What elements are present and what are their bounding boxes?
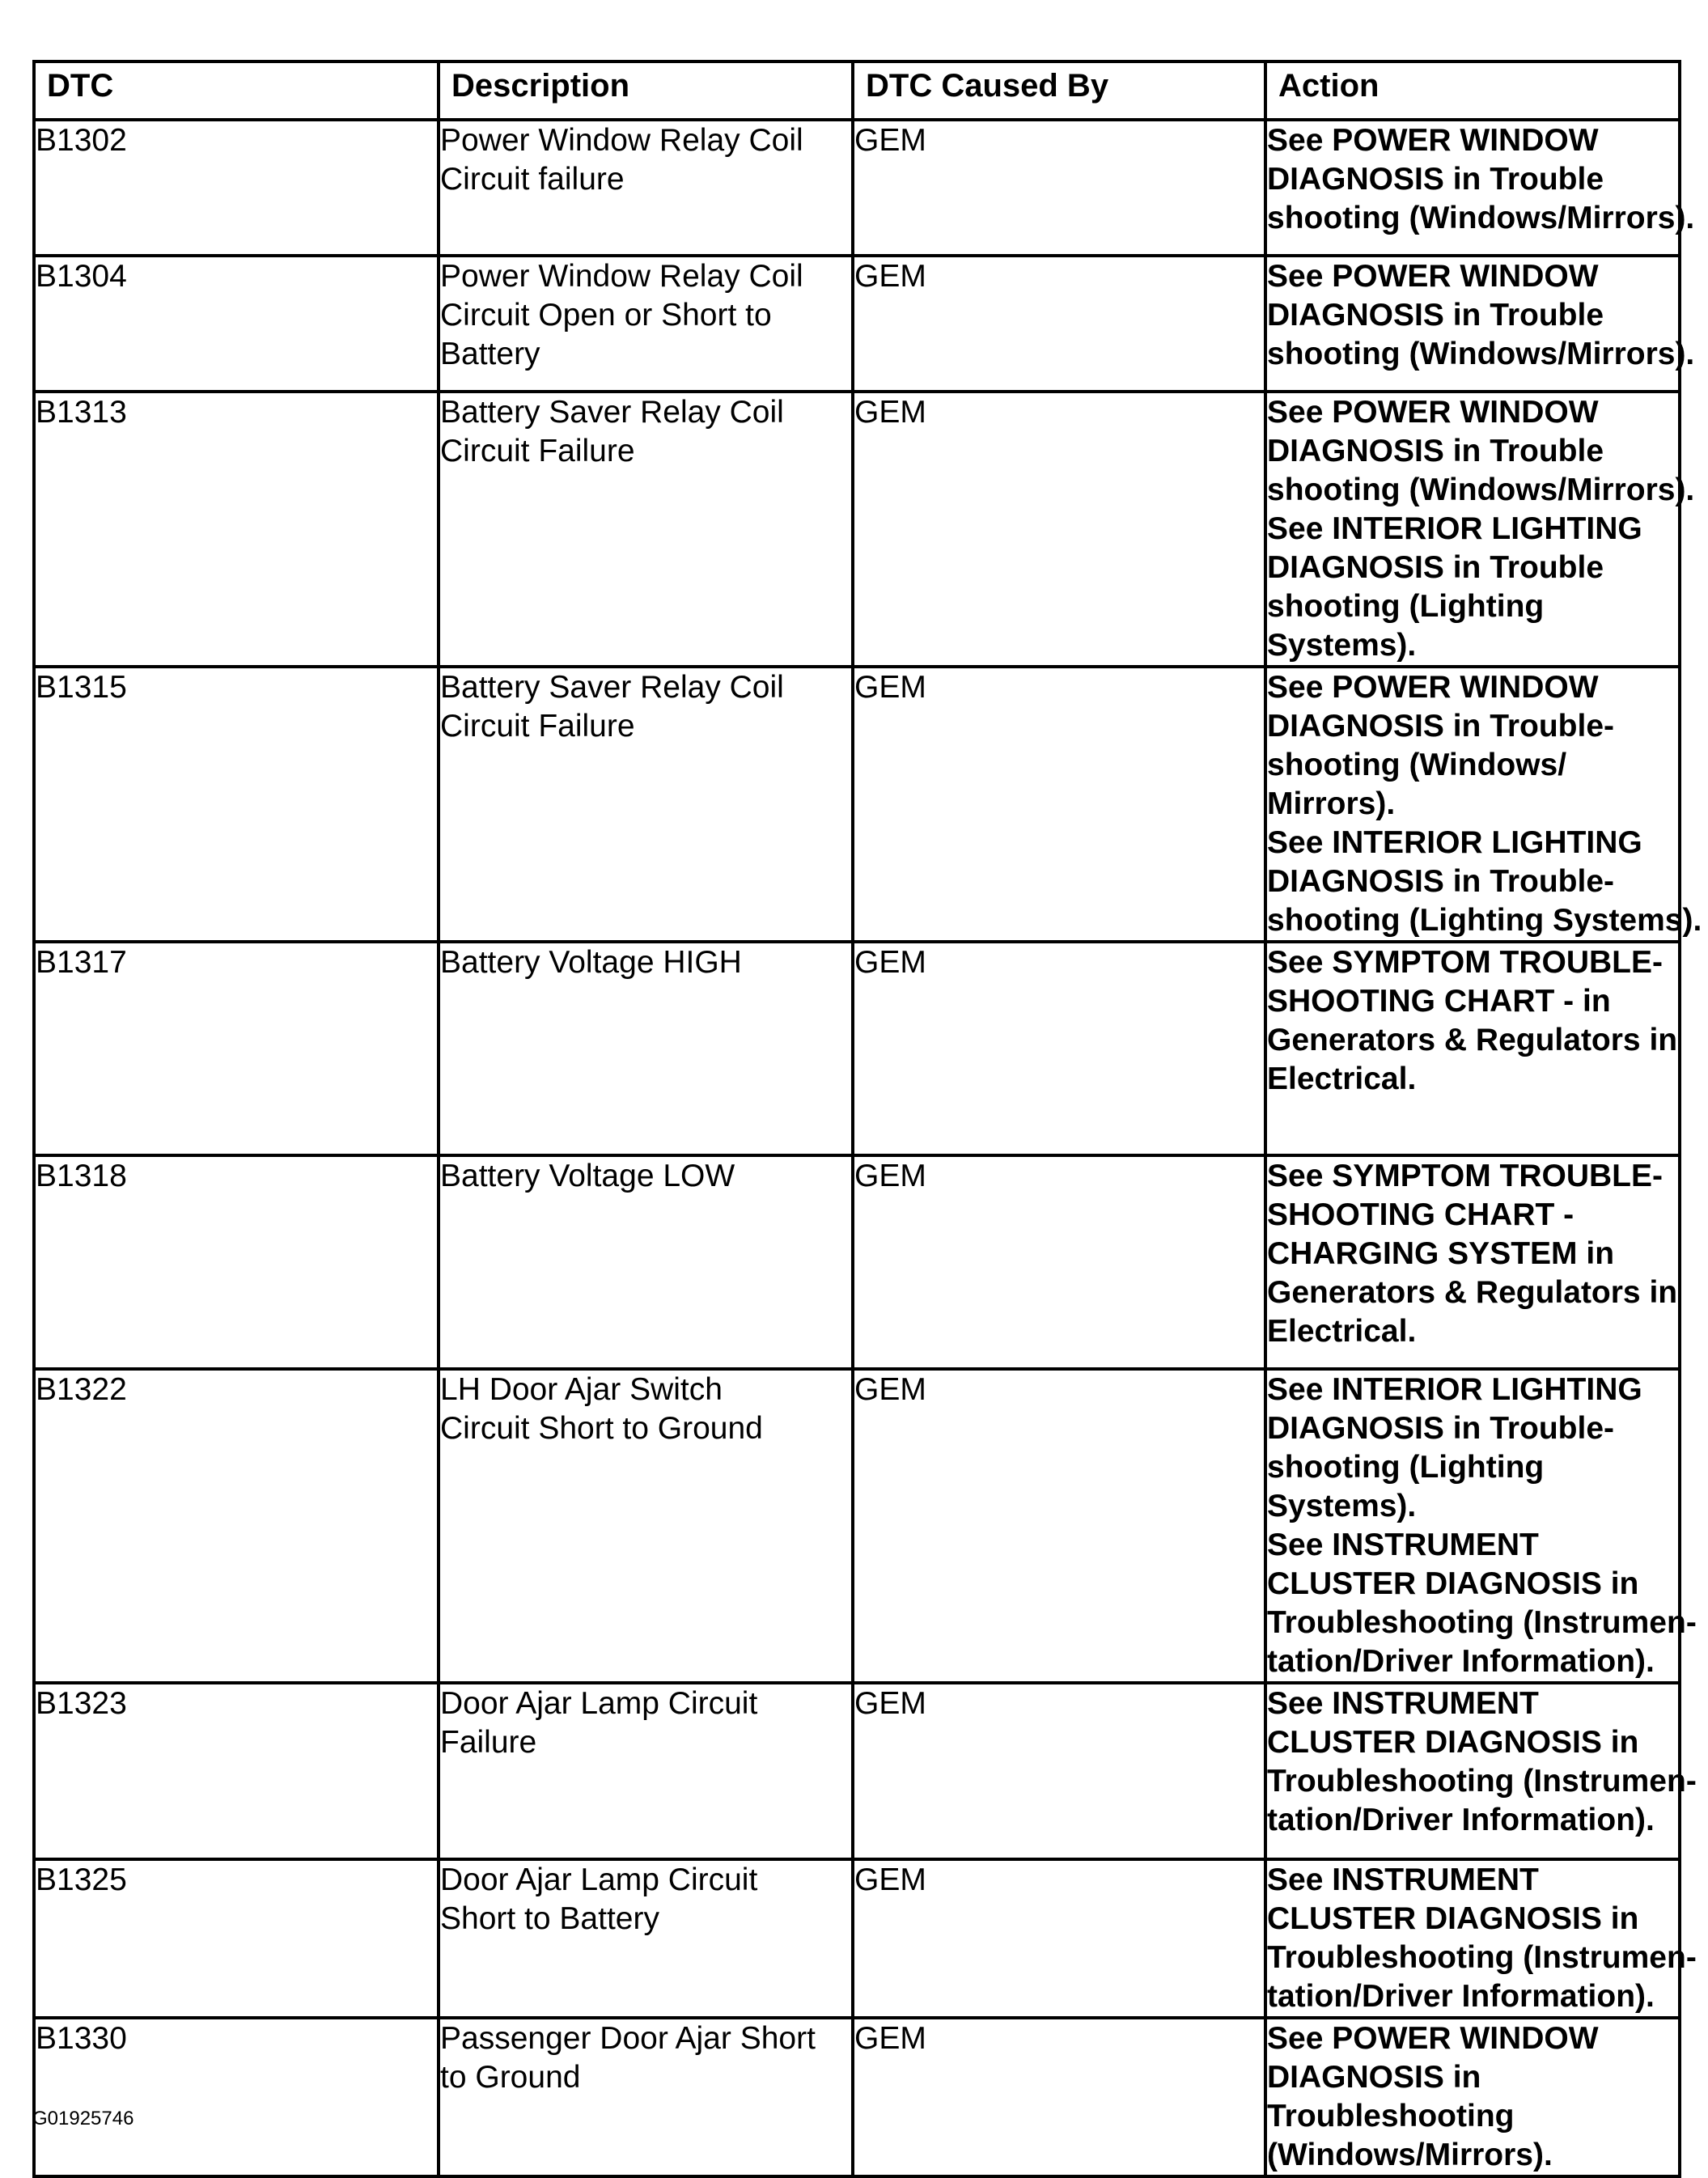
dtc-description: [439, 256, 853, 392]
header-caused-by: DTC Caused By: [853, 61, 1265, 120]
action-line: CLUSTER DIAGNOSIS in: [1267, 1901, 1639, 1936]
dtc-action: [1265, 1683, 1697, 1859]
header-action: Action: [1265, 61, 1680, 120]
description-line: Battery Saver Relay Coil: [440, 670, 784, 705]
dtc-code: B1323: [34, 1683, 439, 1859]
dtc-action: [1265, 120, 1695, 256]
action-line: DIAGNOSIS in Trouble-: [1267, 864, 1615, 899]
dtc-description: [439, 1859, 853, 2018]
dtc-caused-by: GEM: [853, 1155, 1265, 1369]
action-line: See INSTRUMENT: [1267, 1528, 1539, 1562]
action-line: Mirrors).: [1267, 786, 1396, 821]
dtc-description: [439, 1155, 853, 1369]
action-line: See POWER WINDOW: [1267, 2021, 1599, 2056]
dtc-caused-by: GEM: [853, 392, 1265, 667]
dtc-action: [1265, 256, 1695, 392]
header-dtc: DTC: [34, 61, 439, 120]
dtc-code: B1317: [34, 942, 439, 1155]
action-line: shooting (Windows/Mirrors).: [1267, 201, 1695, 235]
action-line: shooting (Lighting: [1267, 1450, 1545, 1485]
action-line: tation/Driver Information).: [1267, 1979, 1655, 2014]
dtc-caused-by: GEM: [853, 1683, 1265, 1859]
action-line: Troubleshooting (Instrumen-: [1267, 1605, 1697, 1640]
action-line: shooting (Lighting: [1267, 589, 1545, 624]
dtc-description: [439, 1369, 853, 1683]
dtc-caused-by: GEM: [853, 1369, 1265, 1683]
description-line: Short to Battery: [440, 1901, 659, 1936]
action-line: DIAGNOSIS in Trouble-: [1267, 1411, 1615, 1446]
figure-id: G01925746: [32, 2108, 134, 2129]
description-line: Battery Saver Relay Coil: [440, 395, 784, 430]
dtc-caused-by: GEM: [853, 667, 1265, 942]
action-line: See POWER WINDOW: [1267, 259, 1599, 294]
action-line: Generators & Regulators in: [1267, 1023, 1678, 1057]
action-line: shooting (Windows/Mirrors).: [1267, 472, 1695, 507]
action-line: See INTERIOR LIGHTING: [1267, 511, 1642, 546]
dtc-action: [1265, 1155, 1680, 1369]
description-line: Circuit Open or Short to: [440, 298, 772, 333]
dtc-action: [1265, 942, 1680, 1155]
action-line: shooting (Lighting Systems).: [1267, 903, 1702, 938]
dtc-description: [439, 942, 853, 1155]
action-line: See INSTRUMENT: [1267, 1686, 1539, 1721]
header-description: Description: [439, 61, 853, 120]
description-line: Power Window Relay Coil: [440, 259, 803, 294]
dtc-code: B1302: [34, 120, 439, 256]
dtc-code: B1322: [34, 1369, 439, 1683]
action-line: Systems).: [1267, 1489, 1417, 1523]
table-header-row: [34, 61, 1680, 120]
action-line: See POWER WINDOW: [1267, 395, 1599, 430]
table-row: [34, 120, 1680, 256]
action-line: See POWER WINDOW: [1267, 123, 1599, 158]
table-row: [34, 942, 1680, 1155]
action-line: DIAGNOSIS in Trouble: [1267, 434, 1604, 468]
action-line: SHOOTING CHART -: [1267, 1197, 1574, 1232]
dtc-caused-by: GEM: [853, 1859, 1265, 2018]
description-line: Door Ajar Lamp Circuit: [440, 1686, 758, 1721]
table-body: [34, 120, 1702, 2176]
action-line: CLUSTER DIAGNOSIS in: [1267, 1566, 1639, 1601]
action-line: See SYMPTOM TROUBLE-: [1267, 1159, 1663, 1193]
dtc-action: [1265, 2018, 1680, 2176]
table-row: [34, 1683, 1680, 1859]
dtc-code: B1325: [34, 1859, 439, 2018]
action-line: Troubleshooting (Instrumen-: [1267, 1764, 1697, 1799]
dtc-code: B1304: [34, 256, 439, 392]
dtc-action: [1265, 392, 1695, 667]
action-line: Systems).: [1267, 628, 1417, 663]
table-row: [34, 2018, 1680, 2176]
action-line: Troubleshooting (Instrumen-: [1267, 1940, 1697, 1975]
dtc-code: B1330: [34, 2018, 439, 2176]
dtc-description: [439, 1683, 853, 1859]
action-line: DIAGNOSIS in Trouble-: [1267, 709, 1615, 744]
action-line: SHOOTING CHART - in: [1267, 984, 1611, 1019]
description-line: Battery: [440, 337, 540, 371]
table-row: [34, 1369, 1680, 1683]
description-line: Failure: [440, 1725, 537, 1760]
table-row: [34, 1859, 1680, 2018]
description-line: Circuit Short to Ground: [440, 1411, 763, 1446]
table-row: [34, 392, 1680, 667]
action-line: DIAGNOSIS in Trouble: [1267, 298, 1604, 333]
dtc-caused-by: GEM: [853, 2018, 1265, 2176]
dtc-description: [439, 2018, 853, 2176]
action-line: DIAGNOSIS in Trouble: [1267, 550, 1604, 585]
dtc-caused-by: GEM: [853, 120, 1265, 256]
action-line: DIAGNOSIS in Trouble: [1267, 162, 1604, 197]
action-line: See INTERIOR LIGHTING: [1267, 825, 1642, 860]
description-line: LH Door Ajar Switch: [440, 1372, 723, 1407]
description-line: Circuit Failure: [440, 434, 635, 468]
dtc-caused-by: GEM: [853, 942, 1265, 1155]
action-line: See SYMPTOM TROUBLE-: [1267, 945, 1663, 980]
action-line: Troubleshooting: [1267, 2099, 1515, 2134]
description-line: Passenger Door Ajar Short: [440, 2021, 816, 2056]
action-line: shooting (Windows/: [1267, 748, 1567, 782]
dtc-code: B1315: [34, 667, 439, 942]
description-line: Door Ajar Lamp Circuit: [440, 1862, 758, 1897]
action-line: Generators & Regulators in: [1267, 1275, 1678, 1310]
dtc-description: [439, 120, 853, 256]
description-line: Power Window Relay Coil: [440, 123, 803, 158]
dtc-code: B1318: [34, 1155, 439, 1369]
dtc-table: [32, 60, 1702, 2178]
action-line: (Windows/Mirrors).: [1267, 2138, 1553, 2172]
action-line: DIAGNOSIS in: [1267, 2060, 1481, 2095]
action-line: See INTERIOR LIGHTING: [1267, 1372, 1642, 1407]
action-line: tation/Driver Information).: [1267, 1644, 1655, 1679]
action-line: CHARGING SYSTEM in: [1267, 1236, 1615, 1271]
description-line: Circuit failure: [440, 162, 625, 197]
action-line: Electrical.: [1267, 1061, 1417, 1096]
description-line: Circuit Failure: [440, 709, 635, 744]
dtc-description: [439, 667, 853, 942]
table-row: [34, 256, 1680, 392]
dtc-action: [1265, 1369, 1697, 1683]
dtc-action: [1265, 1859, 1697, 2018]
action-line: See POWER WINDOW: [1267, 670, 1599, 705]
action-line: tation/Driver Information).: [1267, 1803, 1655, 1837]
dtc-action: [1265, 667, 1702, 942]
dtc-caused-by: GEM: [853, 256, 1265, 392]
table-row: [34, 1155, 1680, 1369]
description-line: Battery Voltage LOW: [440, 1159, 735, 1193]
dtc-code: B1313: [34, 392, 439, 667]
action-line: Electrical.: [1267, 1314, 1417, 1349]
description-line: to Ground: [440, 2060, 581, 2095]
dtc-description: [439, 392, 853, 667]
description-line: Battery Voltage HIGH: [440, 945, 742, 980]
action-line: CLUSTER DIAGNOSIS in: [1267, 1725, 1639, 1760]
action-line: See INSTRUMENT: [1267, 1862, 1539, 1897]
action-line: shooting (Windows/Mirrors).: [1267, 337, 1695, 371]
table-row: [34, 667, 1680, 942]
